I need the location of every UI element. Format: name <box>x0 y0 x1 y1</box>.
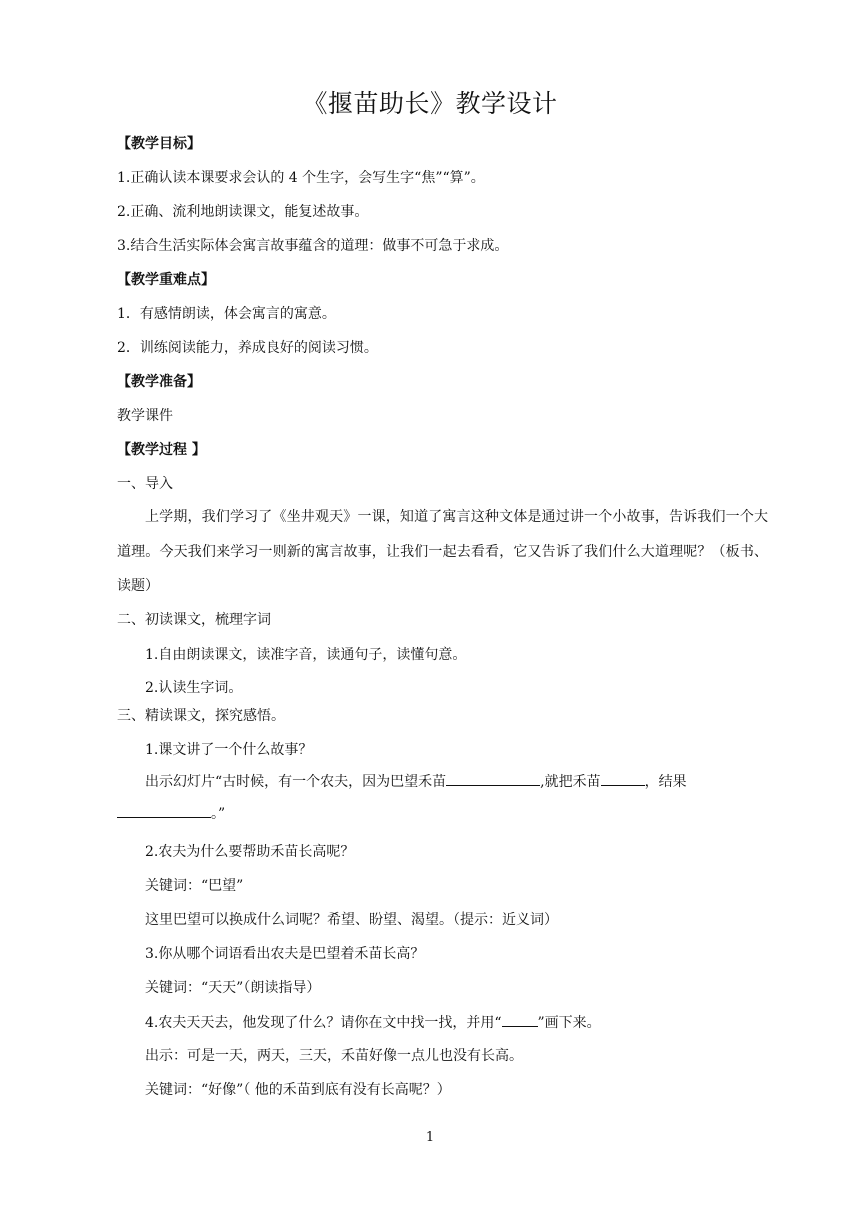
goals-heading: 【教学目标】 <box>117 136 201 152</box>
show-sentence: 出示：可是一天，两天，三天，禾苗好像一点儿也没有长高。 <box>145 1048 523 1064</box>
question-4 <box>145 1012 780 1033</box>
slide-text-part-1: 出示幻灯片“古时候，有一个农夫，因为巴望禾苗 <box>145 774 447 790</box>
keyword-2: 关键词：“天天”（朗读指导） <box>145 980 321 996</box>
keyword-3: 关键词：“好像”（ 他的禾苗到底有没有长高呢？） <box>145 1082 451 1098</box>
section-1-paragraph: 上学期，我们学习了《坐井观天》一课，知道了寓言这种文体是通过讲一个小故事，告诉我们一个大道理。今天我们来学习一则新的寓言故事，让我们一起去看看，它又告诉了我们什么大道理呢？（板书、读题） <box>117 509 768 594</box>
slide-text-part-2: ,就把禾苗 <box>540 774 601 790</box>
keyword-1-note: 这里巴望可以换成什么词呢？希望、盼望、渴望。（提示：近义词） <box>145 912 558 928</box>
slide-fill-in-sentence <box>117 766 768 830</box>
key-point-item-1: 1．有感情朗读，体会寓言的寓意。 <box>117 306 336 322</box>
key-point-item-2: 2．训练阅读能力，养成良好的阅读习惯。 <box>117 340 378 356</box>
goal-item-2: 2.正确、流利地朗读课文，能复述故事。 <box>117 204 369 220</box>
preparation-text: 教学课件 <box>117 408 173 424</box>
preparation-heading: 【教学准备】 <box>117 374 201 390</box>
document-title: 《揠苗助长》教学设计 <box>302 89 558 118</box>
question-2: 2.农夫为什么要帮助禾苗长高呢？ <box>145 844 355 860</box>
section-1-title: 一、导入 <box>117 476 173 492</box>
section-2-item-2: 2.认读生字词。 <box>145 680 243 696</box>
key-points-heading: 【教学重难点】 <box>117 272 215 288</box>
section-2-title: 二、初读课文，梳理字词 <box>117 612 271 628</box>
fill-blank-1 <box>446 771 540 786</box>
slide-text-part-4: 。” <box>211 806 226 822</box>
process-heading: 【教学过程 】 <box>117 442 206 458</box>
page-number: 1 <box>425 1130 435 1145</box>
question-3: 3.你从哪个词语看出农夫是巴望着禾苗长高？ <box>145 946 425 962</box>
section-2-item-1: 1.自由朗读课文，读准字音，读通句子，读懂句意。 <box>145 647 467 663</box>
fill-blank-2 <box>601 771 645 786</box>
question-1: 1.课文讲了一个什么故事？ <box>145 742 313 758</box>
goal-item-1: 1.正确认读本课要求会认的 4 个生字，会写生字“焦”“算”。 <box>117 170 485 186</box>
fill-blank-4 <box>502 1012 538 1027</box>
keyword-1: 关键词：“巴望” <box>145 878 244 894</box>
goal-item-3: 3.结合生活实际体会寓言故事蕴含的道理：做事不可急于求成。 <box>117 238 509 254</box>
question-4-part-2: ”画下来。 <box>537 1015 601 1031</box>
section-3-title: 三、精读课文，探究感悟。 <box>117 708 285 724</box>
question-4-part-1: 4.农夫天天去，他发现了什么？请你在文中找一找，并用“ <box>145 1015 502 1031</box>
fill-blank-3 <box>117 803 211 818</box>
slide-text-part-3: ，结果 <box>644 774 687 790</box>
